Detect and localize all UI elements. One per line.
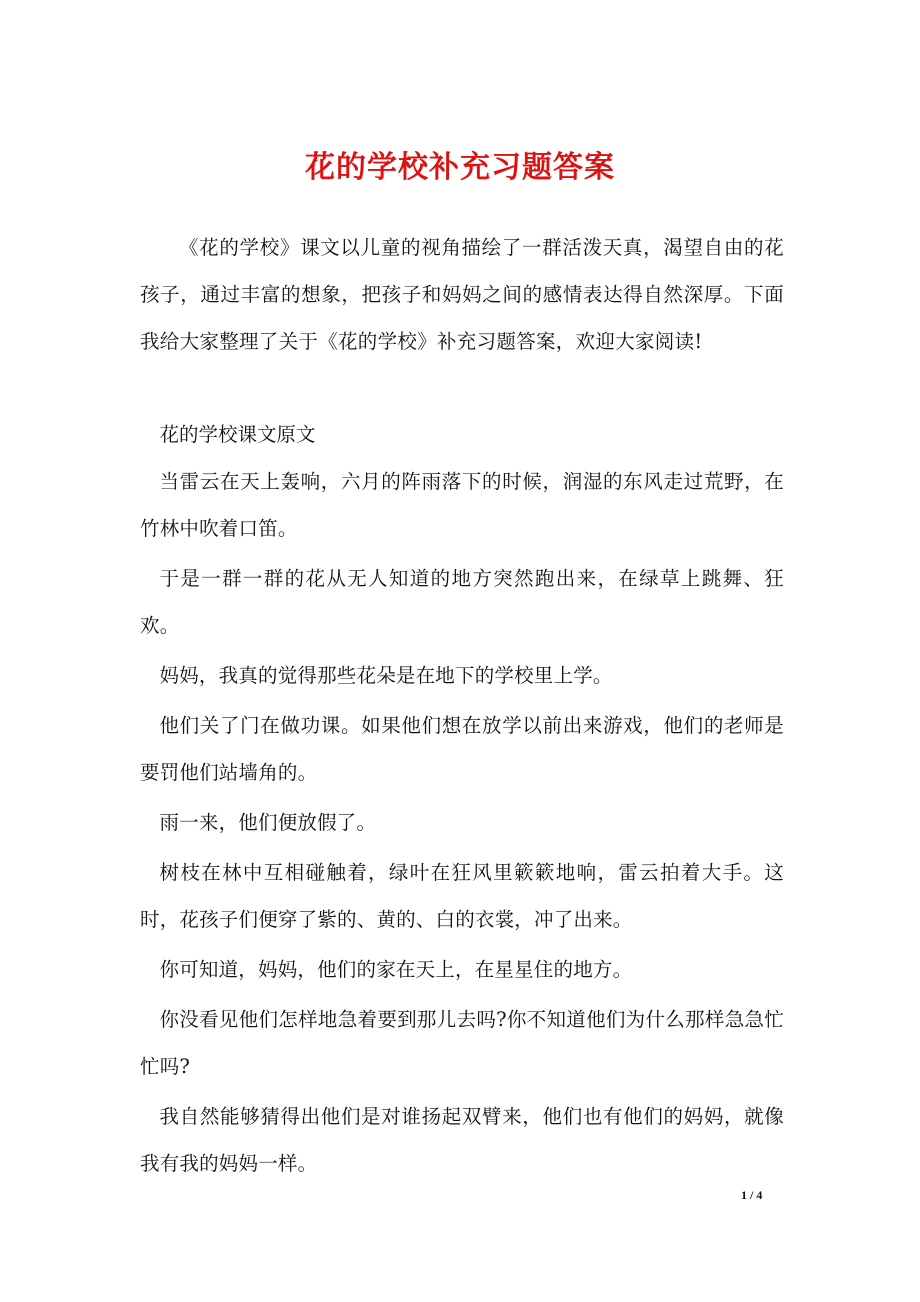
document-body xyxy=(140,224,784,1190)
document-title: 花的学校补充习题答案 xyxy=(305,150,615,185)
text-paragraph: 当雷云在天上轰响，六月的阵雨落下的时候，润湿的东风走过荒野，在竹林中吹着口笛。 xyxy=(140,470,784,540)
section-heading: 花的学校课文原文 xyxy=(159,423,316,446)
text-paragraph: 你可知道，妈妈，他们的家在天上，在星星住的地方。 xyxy=(159,958,633,981)
section-gap xyxy=(140,365,784,411)
text-paragraph: 我自然能够猜得出他们是对谁扬起双臂来，他们也有他们的妈妈，就像我有我的妈妈一样。 xyxy=(140,1105,784,1175)
text-paragraph: 你没看见他们怎样地急着要到那儿去吗?你不知道他们为什么那样急急忙忙吗? xyxy=(140,1008,784,1078)
text-paragraph: 树枝在林中互相碰触着，绿叶在狂风里簌簌地响，雷云拍着大手。这时，花孩子们便穿了紫的、黄的、白的衣裳，冲了出来。 xyxy=(140,861,784,931)
text-paragraph: 雨一来，他们便放假了。 xyxy=(159,811,377,834)
text-paragraph: 他们关了门在做功课。如果他们想在放学以前出来游戏，他们的老师是要罚他们站墙角的。 xyxy=(140,714,784,784)
text-paragraph: 妈妈，我真的觉得那些花朵是在地下的学校里上学。 xyxy=(159,664,613,687)
page-number: 1 / 4 xyxy=(741,1188,763,1202)
text-paragraph: 于是一群一群的花从无人知道的地方突然跑出来，在绿草上跳舞、狂欢。 xyxy=(140,567,784,637)
intro-paragraph: 《花的学校》课文以儿童的视角描绘了一群活泼天真，渴望自由的花孩子，通过丰富的想象，把孩子和妈妈之间的感情表达得自然深厚。下面我给大家整理了关于《花的学校》补充习题答案，欢迎大家阅读! xyxy=(140,236,784,353)
